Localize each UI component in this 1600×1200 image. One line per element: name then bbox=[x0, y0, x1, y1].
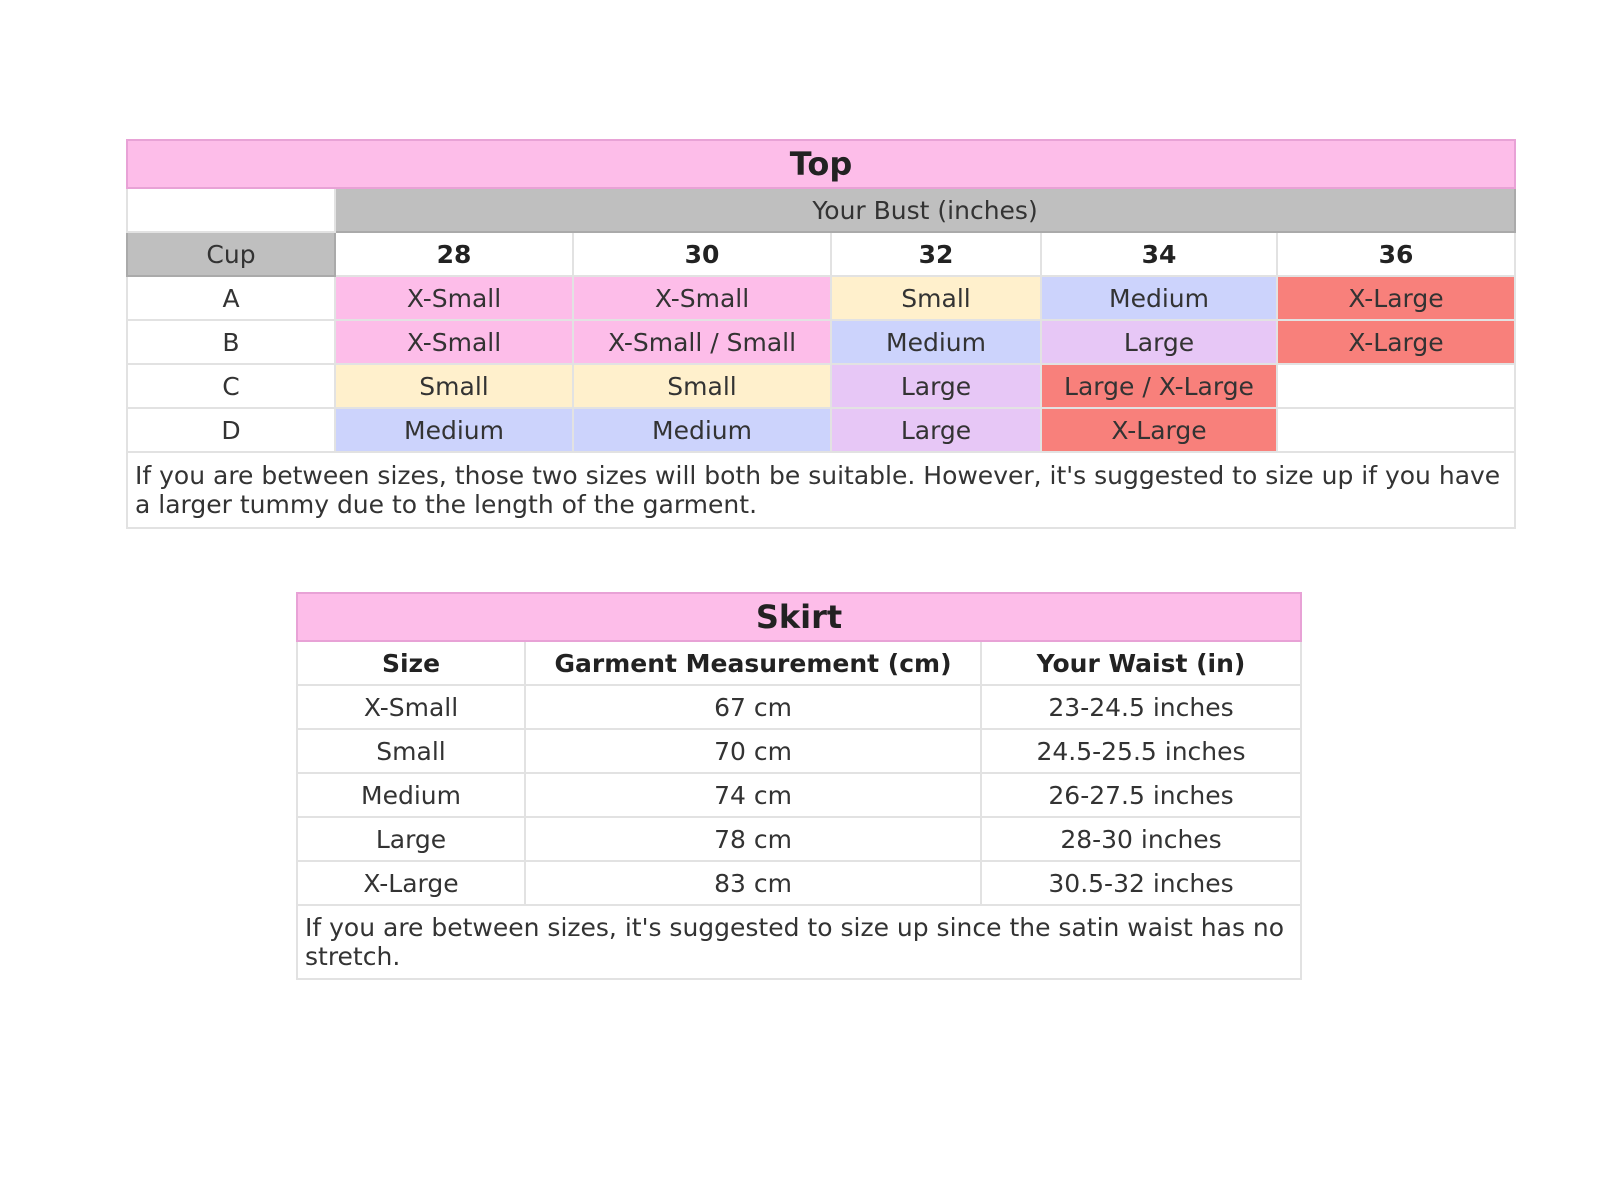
size-cell: Medium bbox=[335, 408, 573, 452]
size-cell: Large / X-Large bbox=[1041, 364, 1277, 408]
bust-header: Your Bust (inches) bbox=[335, 188, 1515, 232]
skirt-size-table bbox=[296, 592, 1302, 980]
skirt-table-title: Skirt bbox=[297, 593, 1301, 641]
size-cell: X-Large bbox=[1277, 276, 1515, 320]
skirt-waist-in: 24.5-25.5 inches bbox=[981, 729, 1301, 773]
skirt-garment-cm: 83 cm bbox=[525, 861, 981, 905]
skirt-size: Small bbox=[297, 729, 525, 773]
size-cell: X-Small bbox=[335, 320, 573, 364]
size-cell: X-Small / Small bbox=[573, 320, 831, 364]
size-cell: Medium bbox=[1041, 276, 1277, 320]
top-corner-cell bbox=[127, 188, 335, 232]
top-row-cup-d bbox=[127, 408, 1515, 452]
size-cell: Large bbox=[831, 408, 1041, 452]
skirt-size: Medium bbox=[297, 773, 525, 817]
size-cell: Medium bbox=[831, 320, 1041, 364]
size-cell: Small bbox=[831, 276, 1041, 320]
skirt-waist-in: 28-30 inches bbox=[981, 817, 1301, 861]
size-cell: Medium bbox=[573, 408, 831, 452]
skirt-garment-cm: 67 cm bbox=[525, 685, 981, 729]
size-cell: X-Small bbox=[335, 276, 573, 320]
top-row-cup-c bbox=[127, 364, 1515, 408]
skirt-size-note: If you are between sizes, it's suggested to size up since the satin waist has no stretch. bbox=[297, 905, 1301, 979]
bust-size-28: 28 bbox=[335, 232, 573, 276]
size-cell: Small bbox=[573, 364, 831, 408]
cup-label: C bbox=[127, 364, 335, 408]
size-cell: Large bbox=[831, 364, 1041, 408]
skirt-row bbox=[297, 817, 1301, 861]
top-row-cup-a bbox=[127, 276, 1515, 320]
skirt-garment-cm: 70 cm bbox=[525, 729, 981, 773]
skirt-garment-cm: 74 cm bbox=[525, 773, 981, 817]
skirt-header-garment: Garment Measurement (cm) bbox=[525, 641, 981, 685]
cup-label: B bbox=[127, 320, 335, 364]
size-cell: Large bbox=[1041, 320, 1277, 364]
size-cell: Small bbox=[335, 364, 573, 408]
skirt-waist-in: 23-24.5 inches bbox=[981, 685, 1301, 729]
skirt-size: X-Small bbox=[297, 685, 525, 729]
top-size-table bbox=[126, 139, 1516, 529]
skirt-garment-cm: 78 cm bbox=[525, 817, 981, 861]
top-row-cup-b bbox=[127, 320, 1515, 364]
size-cell bbox=[1277, 408, 1515, 452]
skirt-row bbox=[297, 773, 1301, 817]
cup-header: Cup bbox=[127, 232, 335, 276]
skirt-size: X-Large bbox=[297, 861, 525, 905]
skirt-waist-in: 26-27.5 inches bbox=[981, 773, 1301, 817]
bust-size-34: 34 bbox=[1041, 232, 1277, 276]
size-cell bbox=[1277, 364, 1515, 408]
top-table-title: Top bbox=[127, 140, 1515, 188]
top-size-note: If you are between sizes, those two sizes will both be suitable. However, it's suggested to size up if you have a larger tummy due to the length of the garment. bbox=[127, 452, 1515, 528]
skirt-size: Large bbox=[297, 817, 525, 861]
skirt-header-waist: Your Waist (in) bbox=[981, 641, 1301, 685]
skirt-waist-in: 30.5-32 inches bbox=[981, 861, 1301, 905]
skirt-row bbox=[297, 729, 1301, 773]
size-cell: X-Large bbox=[1277, 320, 1515, 364]
skirt-row bbox=[297, 685, 1301, 729]
cup-label: D bbox=[127, 408, 335, 452]
bust-size-30: 30 bbox=[573, 232, 831, 276]
bust-size-32: 32 bbox=[831, 232, 1041, 276]
skirt-header-size: Size bbox=[297, 641, 525, 685]
size-cell: X-Small bbox=[573, 276, 831, 320]
bust-size-36: 36 bbox=[1277, 232, 1515, 276]
cup-label: A bbox=[127, 276, 335, 320]
skirt-row bbox=[297, 861, 1301, 905]
size-cell: X-Large bbox=[1041, 408, 1277, 452]
